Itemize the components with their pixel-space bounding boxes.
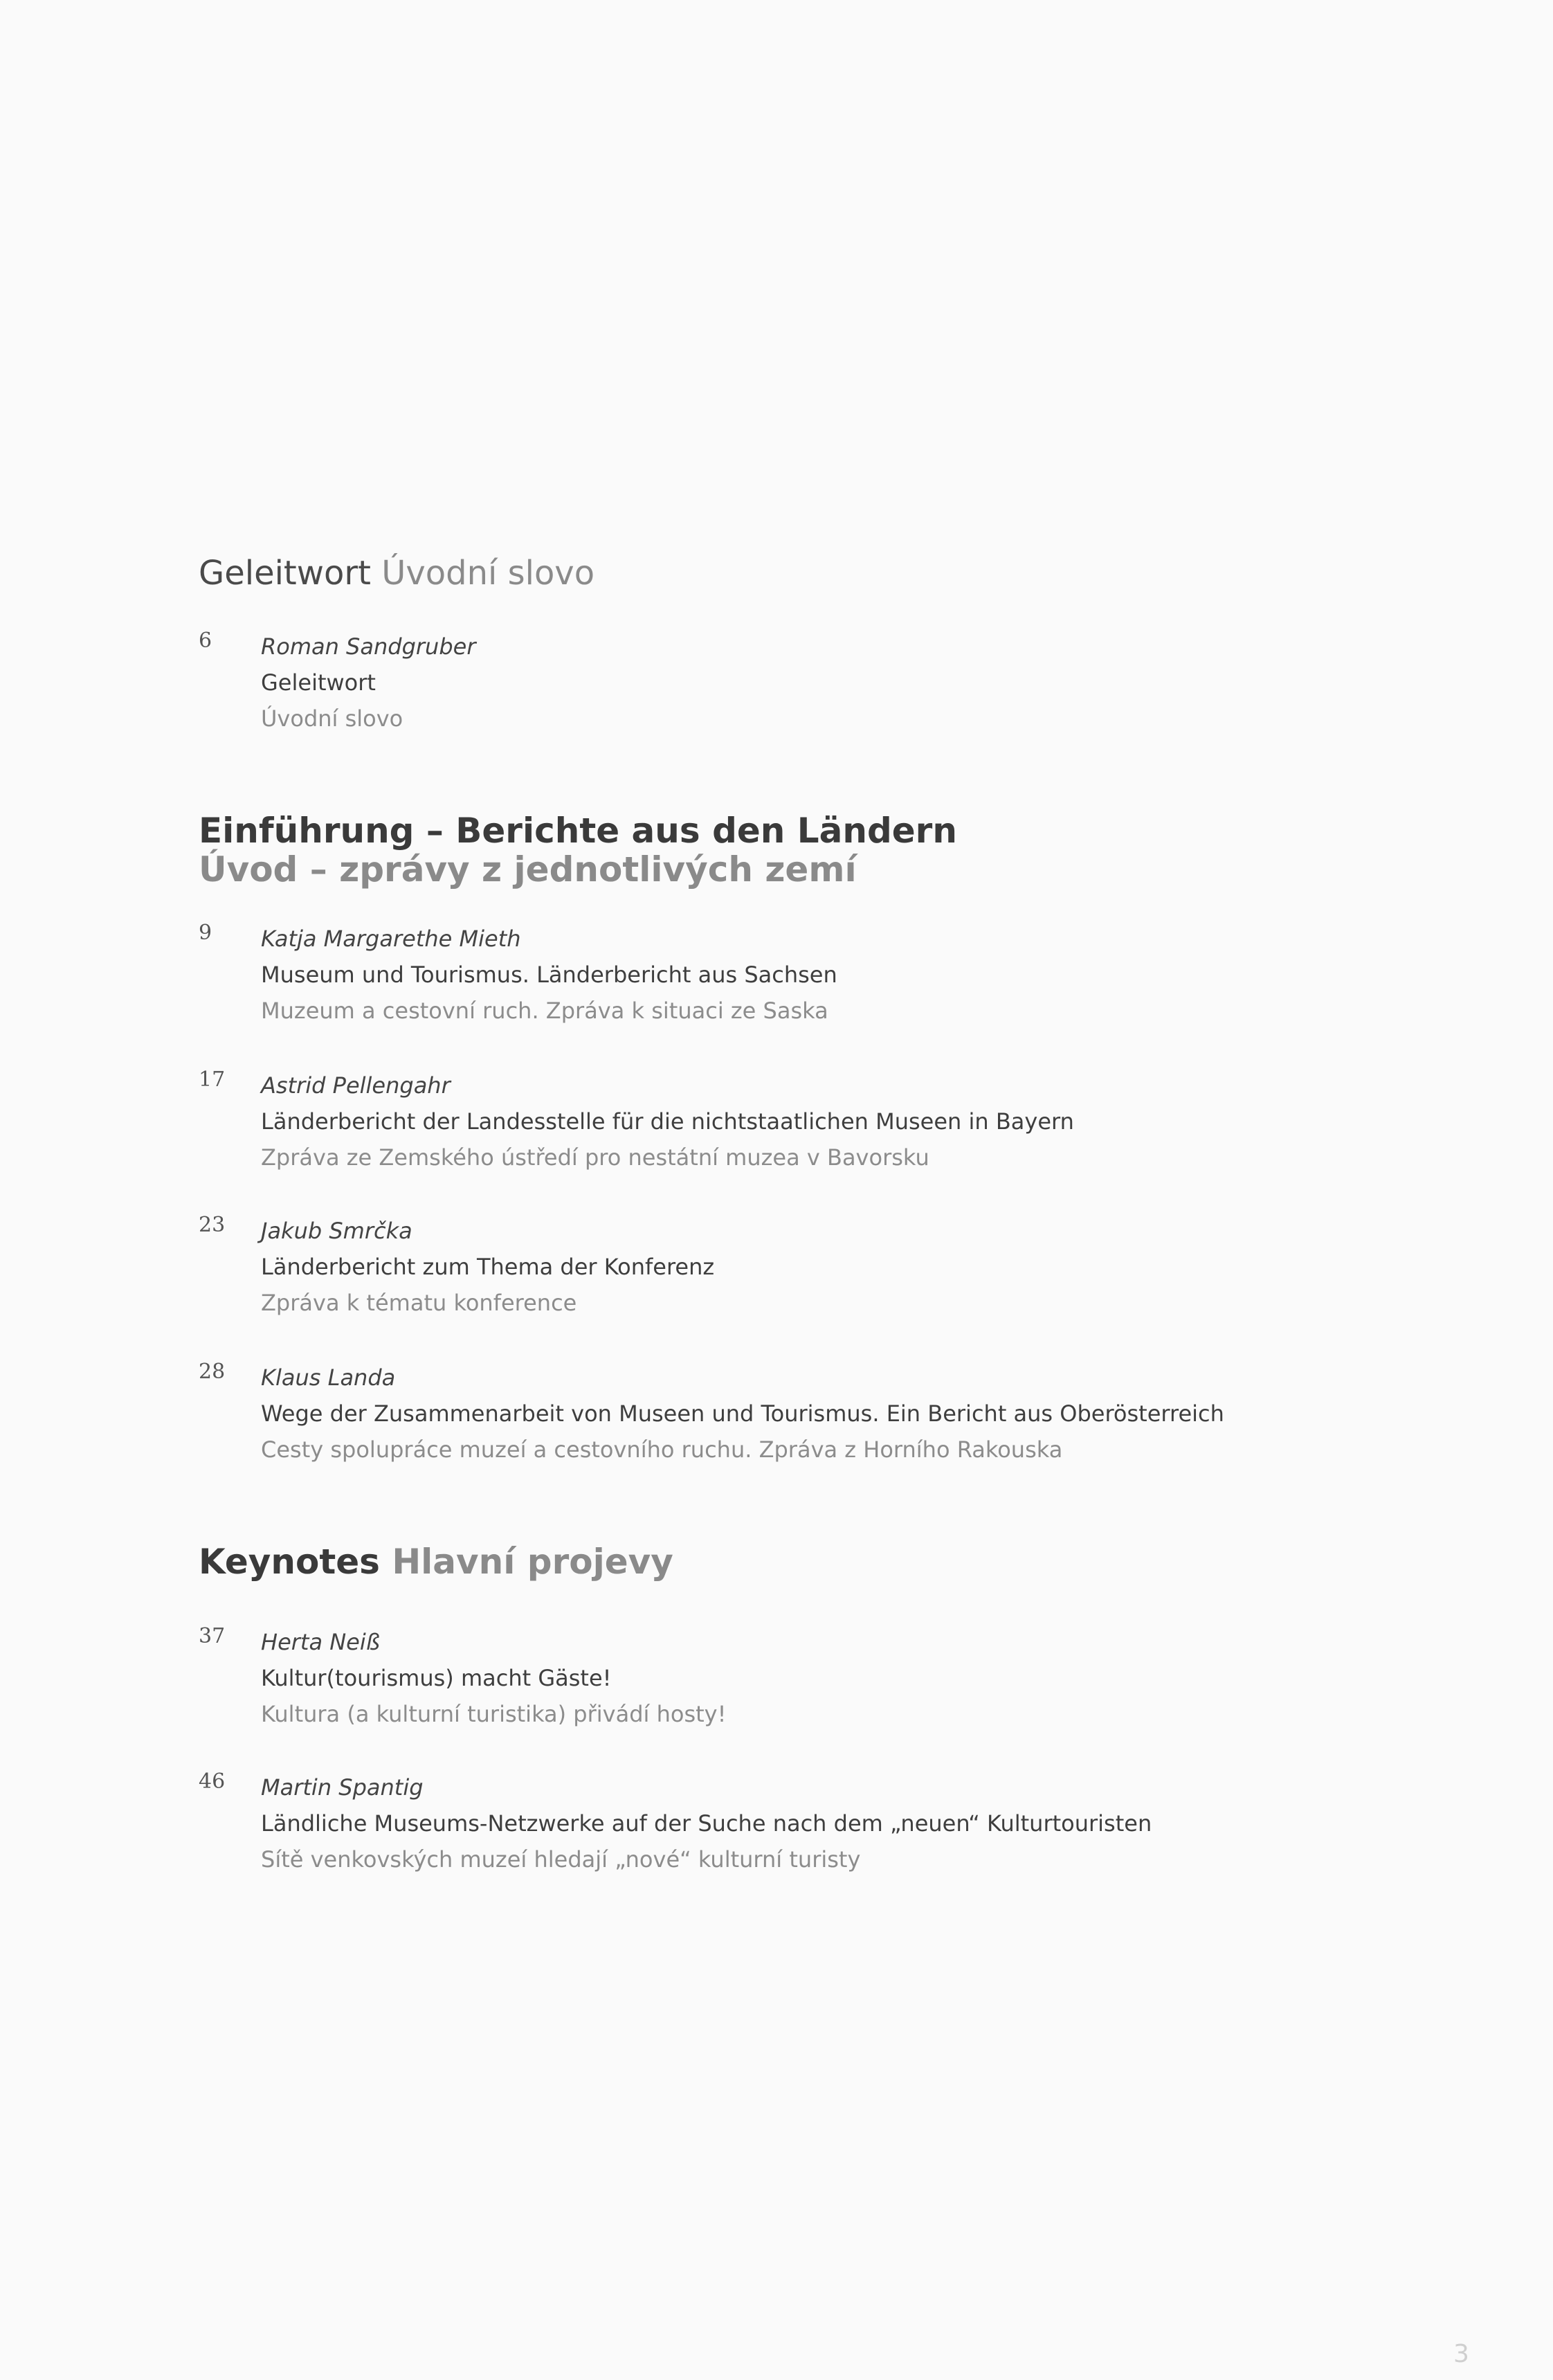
entry-title-cz: Cesty spolupráce muzeí a cestovního ruchu. Zpráva z Horního Rakouska [261, 1436, 1063, 1463]
section-heading [199, 811, 1444, 889]
entry-author: Klaus Landa [261, 1364, 396, 1391]
entry-author: Jakub Smrčka [261, 1218, 412, 1244]
entry-author: Astrid Pellengahr [261, 1072, 451, 1099]
entry-page-number: 9 [199, 921, 212, 945]
entry-title-cz: Úvodní slovo [261, 705, 403, 732]
heading-de: Geleitwort [199, 554, 371, 593]
entry-page-number: 46 [199, 1769, 226, 1794]
page-number: 3 [1453, 2340, 1469, 2368]
entry-author: Katja Margarethe Mieth [261, 926, 521, 952]
entry-title-de: Ländliche Museums-Netzwerke auf der Suche nach dem „neuen“ Kulturtouristen [261, 1810, 1152, 1837]
heading-cz: Úvodní slovo [381, 554, 595, 593]
section-einfuehrung [199, 811, 1444, 1463]
heading-cz: Úvod – zprávy z jednotlivých zemí [199, 849, 857, 890]
section-heading [199, 1542, 1444, 1581]
entry-page-number: 37 [199, 1624, 226, 1648]
entry-title-de: Museum und Tourismus. Länderbericht aus Sachsen [261, 962, 837, 988]
entry-page-number: 17 [199, 1067, 226, 1092]
section-geleitwort [199, 554, 1444, 732]
entry-title-de: Kultur(tourismus) macht Gäste! [261, 1665, 612, 1691]
entry-author: Roman Sandgruber [261, 633, 476, 660]
heading-cz: Hlavní projevy [392, 1542, 673, 1582]
entry-page-number: 28 [199, 1360, 226, 1384]
entry-page-number: 6 [199, 629, 212, 653]
entry-title-cz: Muzeum a cestovní ruch. Zpráva k situaci ze Saska [261, 998, 828, 1024]
entry-author: Martin Spantig [261, 1774, 424, 1801]
entry-title-cz: Zpráva ze Zemského ústředí pro nestátní muzea v Bavorsku [261, 1144, 929, 1171]
entry-title-cz: Zpráva k tématu konference [261, 1290, 577, 1316]
entry-author: Herta Neiß [261, 1629, 380, 1655]
entry-page-number: 23 [199, 1213, 226, 1237]
entry-title-cz: Kultura (a kulturní turistika) přivádí hosty! [261, 1701, 727, 1727]
entry-title-de: Länderbericht der Landesstelle für die nichtstaatlichen Museen in Bayern [261, 1108, 1074, 1135]
entry-title-de: Geleitwort [261, 669, 376, 696]
section-keynotes [199, 1542, 1444, 1873]
entry-title-de: Wege der Zusammenarbeit von Museen und Tourismus. Ein Bericht aus Oberösterreich [261, 1400, 1224, 1427]
heading-de: Einführung – Berichte aus den Ländern [199, 811, 957, 851]
entry-title-cz: Sítě venkovských muzeí hledají „nové“ kulturní turisty [261, 1846, 861, 1873]
heading-de: Keynotes [199, 1542, 380, 1582]
entry-title-de: Länderbericht zum Thema der Konferenz [261, 1254, 715, 1280]
section-heading [199, 554, 1444, 593]
